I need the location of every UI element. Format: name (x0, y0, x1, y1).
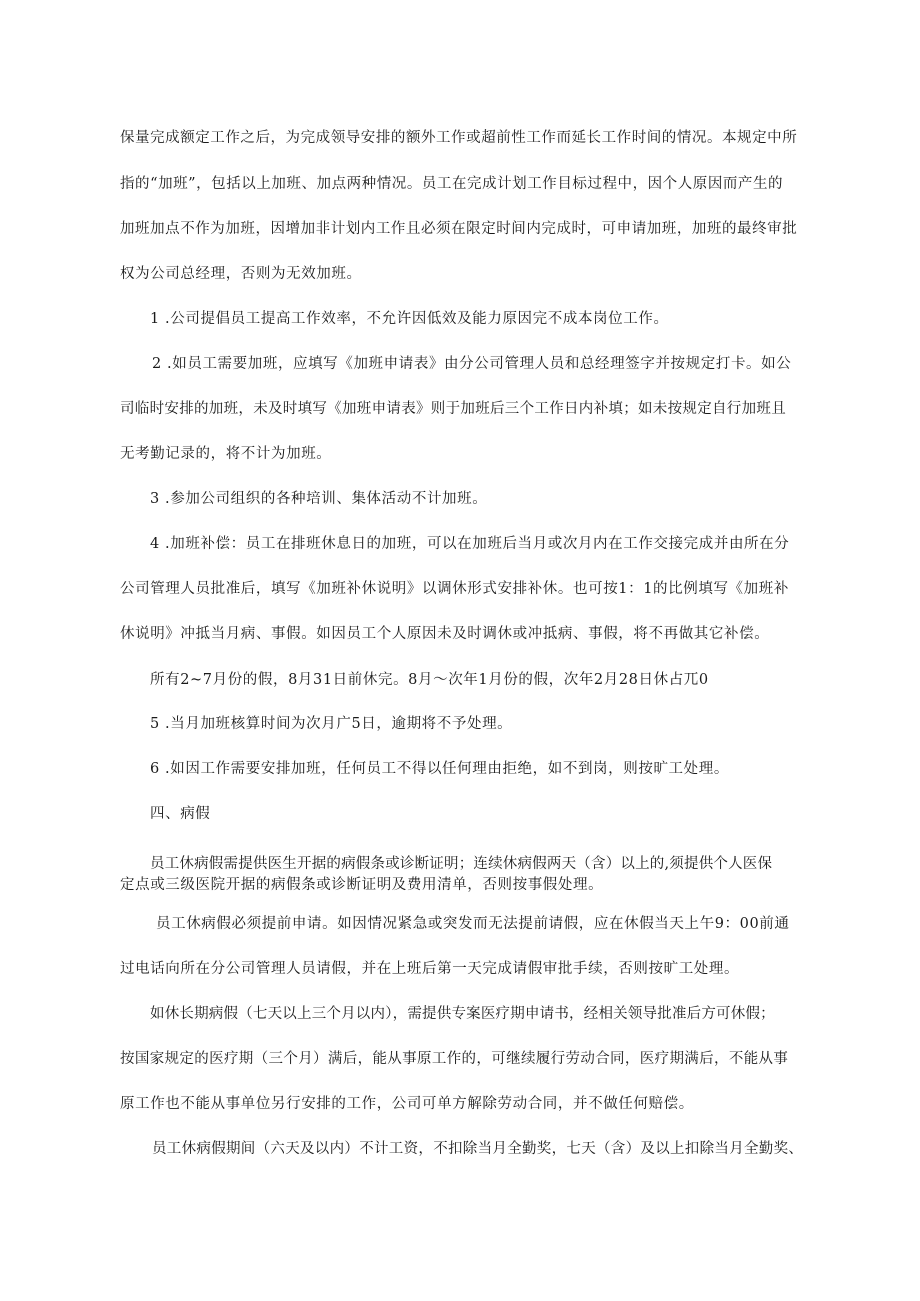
paragraph-line: 按国家规定的医疗期（三个月）满后，能从事原工作的，可继续履行劳动合同，医疗期满后，不能从事 (120, 1051, 789, 1067)
list-item-5: 5 .当月加班核算时间为次月广5日，逾期将不予处理。 (150, 716, 513, 732)
paragraph-line: 过电话向所在分公司管理人员请假，并在上班后第一天完成请假审批手续，否则按旷工处理。 (120, 961, 740, 977)
list-item-4: 4 .加班补偿：员工在排班休息日的加班，可以在加班后当月或次月内在工作交接完成并由所在分 (150, 536, 790, 552)
section-heading: 四、病假 (150, 806, 211, 822)
paragraph-line: 司临时安排的加班，未及时填写《加班申请表》则于加班后三个工作日内补填；如未按规定自行加班且 (120, 401, 786, 417)
list-item-1: 1 .公司提倡员工提高工作效率，不允许因低效及能力原因完不成本岗位工作。 (150, 311, 669, 327)
list-item-2: 2 .如员工需要加班，应填写《加班申请表》由分公司管理人员和总经理签字并按规定打卡。如公 (152, 356, 792, 372)
paragraph-line: 所有2~7月份的假，8月31日前休完。8月～次年1月份的假，次年2月28日休占兀0 (150, 672, 709, 688)
paragraph-line: 加班加点不作为加班，因增加非计划内工作且必须在限定时间内完成时，可申请加班，加班的最终审批 (120, 221, 798, 237)
paragraph-line: 员工休病假需提供医生开据的病假条或诊断证明；连续休病假两天（含）以上的,须提供个人医保 (150, 856, 773, 872)
paragraph-line: 定点或三级医院开据的病假条或诊断证明及费用清单，否则按事假处理。 (120, 877, 604, 893)
paragraph-line: 员工休病假必须提前申请。如因情况紧急或突发而无法提前请假，应在休假当天上午9：00前通 (156, 916, 790, 932)
list-item-6: 6 .如因工作需要安排加班，任何员工不得以任何理由拒绝，如不到岗，则按旷工处理。 (150, 761, 729, 777)
list-item-3: 3 .参加公司组织的各种培训、集体活动不计加班。 (150, 491, 488, 507)
paragraph-line: 如休长期病假（七天以上三个月以内），需提供专案医疗期申请书，经相关领导批准后方可休假； (150, 1006, 775, 1022)
paragraph-line: 保量完成额定工作之后，为完成领导安排的额外工作或超前性工作而延长工作时间的情况。本规定中所 (120, 130, 798, 146)
paragraph-line: 权为公司总经理，否则为无效加班。 (120, 266, 362, 282)
paragraph-line: 休说明》冲抵当月病、事假。如因员工个人原因未及时调休或冲抵病、事假，将不再做其它补偿。 (120, 626, 770, 642)
paragraph-line: 指的“加班”，包括以上加班、加点两种情况。员工在完成计划工作目标过程中，因个人原因而产生的 (120, 176, 784, 192)
paragraph-line: 原工作也不能从事单位另行安排的工作，公司可单方解除劳动合同，并不做任何赔偿。 (120, 1096, 694, 1112)
paragraph-line: 无考勤记录的，将不计为加班。 (120, 446, 332, 462)
paragraph-line: 公司管理人员批准后，填写《加班补休说明》以调休形式安排补休。也可按1：1的比例填写《加班补 (120, 581, 789, 597)
paragraph-line: 员工休病假期间（六天及以内）不计工资，不扣除当月全勤奖，七天（含）及以上扣除当月全勤奖、 (152, 1141, 804, 1157)
